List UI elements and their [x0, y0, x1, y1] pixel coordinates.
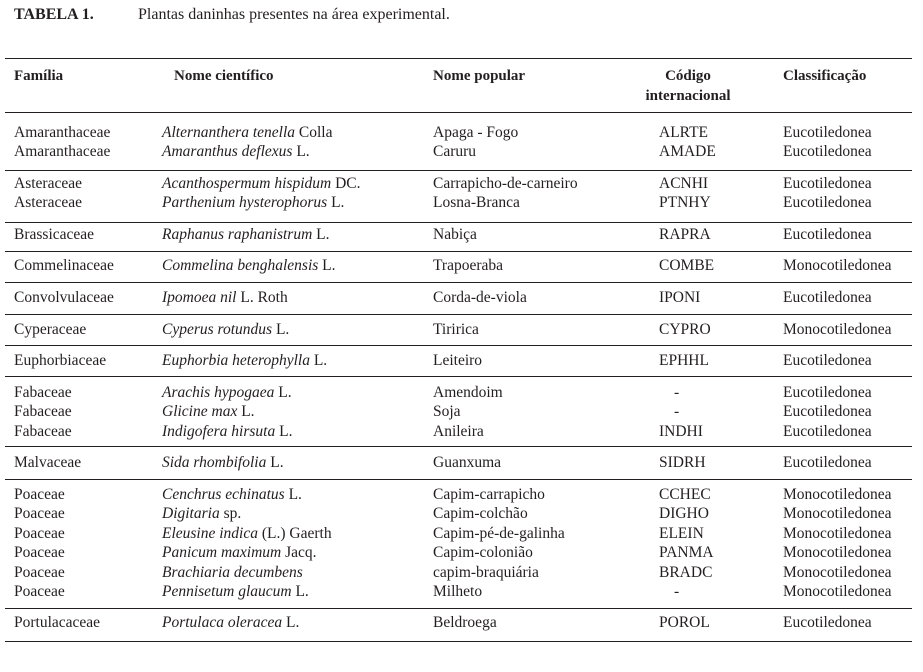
author-citation: L.	[275, 321, 290, 338]
table-row	[0, 320, 923, 339]
code-cell: POROL	[659, 614, 710, 631]
classification-cell: Monocotiledonea	[783, 257, 892, 274]
group-separator	[5, 479, 912, 480]
scientific-name: Ipomoea nil	[162, 289, 237, 306]
author-citation: L.	[288, 486, 302, 503]
top-rule	[5, 58, 912, 59]
code-cell: SIDRH	[659, 454, 706, 471]
popular-name-cell: Nabiça	[433, 226, 477, 243]
family-cell: Poaceae	[14, 524, 65, 542]
author-citation: L. Roth	[240, 289, 288, 306]
author-citation: L.	[296, 143, 310, 161]
code-cell: -	[674, 384, 680, 401]
popular-name-cell: capim-braquiária	[433, 563, 539, 581]
popular-name-cell: Capim-colonião	[433, 544, 533, 562]
scientific-name: Acanthospermum hispidum	[162, 175, 332, 192]
classification-cell: Eucotiledonea	[783, 422, 872, 440]
family-cell: Cyperaceae	[14, 321, 87, 338]
scientific-name: Alternanthera tenella	[162, 124, 296, 141]
group-separator	[5, 376, 912, 377]
scientific-name: Pennisetum glaucum	[162, 583, 292, 600]
family-cell: Euphorbiaceae	[14, 352, 107, 369]
header-popular-name: Nome popular	[433, 68, 526, 84]
code-cell: -	[674, 403, 680, 421]
scientific-name-cell	[162, 123, 332, 142]
author-citation: L.	[241, 403, 255, 421]
table-row	[0, 174, 923, 193]
scientific-name-cell	[162, 504, 241, 523]
scientific-name: Cyperus rotundus	[162, 321, 273, 338]
popular-name-cell: Guanxuma	[433, 454, 502, 471]
table-row	[0, 288, 923, 307]
header-classification: Classificação	[783, 68, 867, 84]
scientific-name: Sida rhombifolia	[162, 454, 267, 471]
group-separator	[5, 446, 912, 447]
table-row	[0, 504, 923, 523]
classification-cell: Eucotiledonea	[783, 384, 872, 401]
scientific-name-cell	[162, 256, 336, 275]
code-cell: RAPRA	[659, 226, 711, 243]
classification-cell: Monocotiledonea	[783, 563, 892, 581]
author-citation: sp.	[223, 505, 242, 523]
classification-cell: Eucotiledonea	[783, 289, 872, 306]
table-caption	[14, 6, 450, 24]
code-cell: COMBE	[659, 257, 715, 274]
author-citation: L.	[316, 226, 330, 243]
group-separator	[5, 222, 912, 223]
classification-cell: Eucotiledonea	[783, 403, 872, 421]
scientific-name-cell	[162, 383, 292, 402]
scientific-name-cell	[162, 563, 303, 582]
scientific-name: Raphanus raphanistrum	[162, 226, 313, 243]
family-cell: Asteraceae	[14, 194, 82, 212]
table-row	[0, 142, 923, 161]
code-cell: ELEIN	[659, 524, 704, 542]
group-separator	[5, 251, 912, 252]
group-separator	[5, 608, 912, 609]
author-citation: L.	[331, 194, 345, 212]
scientific-name: Eleusine indica	[162, 524, 258, 542]
author-citation: L.	[295, 583, 309, 600]
table-row	[0, 543, 923, 562]
author-citation: L.	[285, 614, 300, 631]
classification-cell: Monocotiledonea	[783, 321, 892, 338]
scientific-name: Amaranthus deflexus	[162, 143, 293, 161]
table-row	[0, 123, 923, 142]
popular-name-cell: Milheto	[433, 583, 483, 600]
scientific-name: Cenchrus echinatus	[162, 486, 285, 503]
code-cell: -	[674, 583, 680, 600]
popular-name-cell: Tiririca	[433, 321, 479, 338]
scientific-name-cell	[162, 288, 288, 307]
family-cell: Portulacaceae	[14, 614, 101, 631]
family-cell: Poaceae	[14, 544, 65, 562]
caption-text: Plantas daninhas presentes na área experimental.	[138, 6, 450, 23]
popular-name-cell: Amendoim	[433, 384, 503, 401]
popular-name-cell: Capim-colchão	[433, 505, 528, 523]
popular-name-cell: Carrapicho-de-carneiro	[433, 175, 578, 192]
code-cell: BRADC	[659, 563, 713, 581]
family-cell: Poaceae	[14, 563, 65, 581]
table-row	[0, 453, 923, 472]
table-row	[0, 225, 923, 244]
popular-name-cell: Caruru	[433, 143, 477, 161]
family-cell: Fabaceae	[14, 384, 72, 401]
scientific-name-cell	[162, 422, 292, 441]
author-citation: L.	[313, 352, 328, 369]
scientific-name: Brachiaria decumbens	[162, 563, 303, 581]
code-cell: PTNHY	[659, 194, 711, 212]
scientific-name-cell	[162, 485, 302, 504]
family-cell: Fabaceae	[14, 422, 72, 440]
classification-cell: Eucotiledonea	[783, 614, 872, 631]
author-citation: L.	[279, 422, 293, 440]
popular-name-cell: Trapoeraba	[433, 257, 504, 274]
popular-name-cell: Apaga - Fogo	[433, 124, 519, 141]
code-cell: IPONI	[659, 289, 701, 306]
table-row	[0, 402, 923, 421]
table-row	[0, 422, 923, 441]
caption-label: TABELA 1.	[14, 6, 94, 23]
scientific-name-cell	[162, 320, 289, 339]
scientific-name-cell	[162, 524, 332, 543]
scientific-name: Arachis hypogaea	[162, 384, 275, 401]
classification-cell: Eucotiledonea	[783, 175, 872, 192]
family-cell: Brassicaceae	[14, 226, 95, 243]
classification-cell: Eucotiledonea	[783, 143, 872, 161]
classification-cell: Eucotiledonea	[783, 194, 872, 212]
family-cell: Commelinaceae	[14, 257, 114, 274]
popular-name-cell: Corda-de-viola	[433, 289, 527, 306]
table-row	[0, 383, 923, 402]
author-citation: Jacq.	[285, 544, 317, 562]
scientific-name: Parthenium hysterophorus	[162, 194, 328, 212]
family-cell: Amaranthaceae	[14, 124, 111, 141]
scientific-name-cell	[162, 225, 330, 244]
table-row	[0, 582, 923, 601]
header-code-line1: Código	[665, 68, 711, 84]
classification-cell: Eucotiledonea	[783, 454, 872, 471]
table-row	[0, 563, 923, 582]
group-separator	[5, 345, 912, 346]
classification-cell: Monocotiledonea	[783, 486, 892, 503]
table-row	[0, 256, 923, 275]
bottom-rule	[5, 641, 912, 642]
author-citation: L.	[278, 384, 292, 401]
classification-cell: Eucotiledonea	[783, 226, 872, 243]
scientific-name: Commelina benghalensis	[162, 257, 319, 274]
code-cell: INDHI	[659, 422, 703, 440]
classification-cell: Eucotiledonea	[783, 352, 872, 369]
scientific-name-cell	[162, 351, 327, 370]
group-separator	[5, 170, 912, 171]
scientific-name: Euphorbia heterophylla	[162, 352, 310, 369]
code-cell: EPHHL	[659, 352, 709, 369]
code-cell: ALRTE	[659, 124, 709, 141]
popular-name-cell: Losna-Branca	[433, 194, 520, 212]
family-cell: Malvaceae	[14, 454, 82, 471]
scientific-name-cell	[162, 582, 309, 601]
family-cell: Amaranthaceae	[14, 143, 111, 161]
table-row	[0, 524, 923, 543]
table-row	[0, 485, 923, 504]
scientific-name-cell	[162, 142, 310, 161]
scientific-name-cell	[162, 613, 299, 632]
code-cell: CCHEC	[659, 486, 711, 503]
header-scientific-name: Nome científico	[174, 68, 274, 84]
code-cell: DIGHO	[659, 505, 709, 523]
code-cell: PANMA	[659, 544, 714, 562]
family-cell: Poaceae	[14, 486, 65, 503]
table-row	[0, 193, 923, 212]
scientific-name-cell	[162, 174, 361, 193]
popular-name-cell: Beldroega	[433, 614, 497, 631]
classification-cell: Monocotiledonea	[783, 583, 892, 600]
table-row	[0, 613, 923, 632]
scientific-name-cell	[162, 193, 344, 212]
group-separator	[5, 314, 912, 315]
classification-cell: Monocotiledonea	[783, 505, 892, 523]
popular-name-cell: Anileira	[433, 422, 484, 440]
scientific-name: Panicum maximum	[162, 544, 282, 562]
family-cell: Poaceae	[14, 583, 65, 600]
author-citation: L.	[270, 454, 284, 471]
header-rule	[5, 112, 912, 113]
family-cell: Poaceae	[14, 505, 65, 523]
scientific-name: Portulaca oleracea	[162, 614, 283, 631]
header-family: Família	[14, 68, 64, 84]
classification-cell: Monocotiledonea	[783, 544, 892, 562]
family-cell: Fabaceae	[14, 403, 72, 421]
table-row	[0, 351, 923, 370]
author-citation: DC.	[335, 175, 361, 192]
group-separator	[5, 282, 912, 283]
scientific-name-cell	[162, 453, 284, 472]
popular-name-cell: Capim-pé-de-galinha	[433, 524, 565, 542]
popular-name-cell: Capim-carrapicho	[433, 486, 545, 503]
classification-cell: Monocotiledonea	[783, 524, 892, 542]
scientific-name: Digitaria	[162, 505, 220, 523]
code-cell: CYPRO	[659, 321, 711, 338]
scientific-name-cell	[162, 543, 317, 562]
code-cell: ACNHI	[659, 175, 709, 192]
header-code-line2: internacional	[645, 88, 731, 104]
author-citation: L.	[322, 257, 336, 274]
author-citation: (L.) Gaerth	[261, 524, 332, 542]
popular-name-cell: Leiteiro	[433, 352, 483, 369]
popular-name-cell: Soja	[433, 403, 461, 421]
family-cell: Asteraceae	[14, 175, 82, 192]
scientific-name: Indigofera hirsuta	[162, 422, 276, 440]
scientific-name: Glicine max	[162, 403, 238, 421]
author-citation: Colla	[298, 124, 333, 141]
code-cell: AMADE	[659, 143, 716, 161]
header-international-code	[628, 66, 748, 106]
classification-cell: Eucotiledonea	[783, 124, 872, 141]
scientific-name-cell	[162, 402, 255, 421]
family-cell: Convolvulaceae	[14, 289, 114, 306]
